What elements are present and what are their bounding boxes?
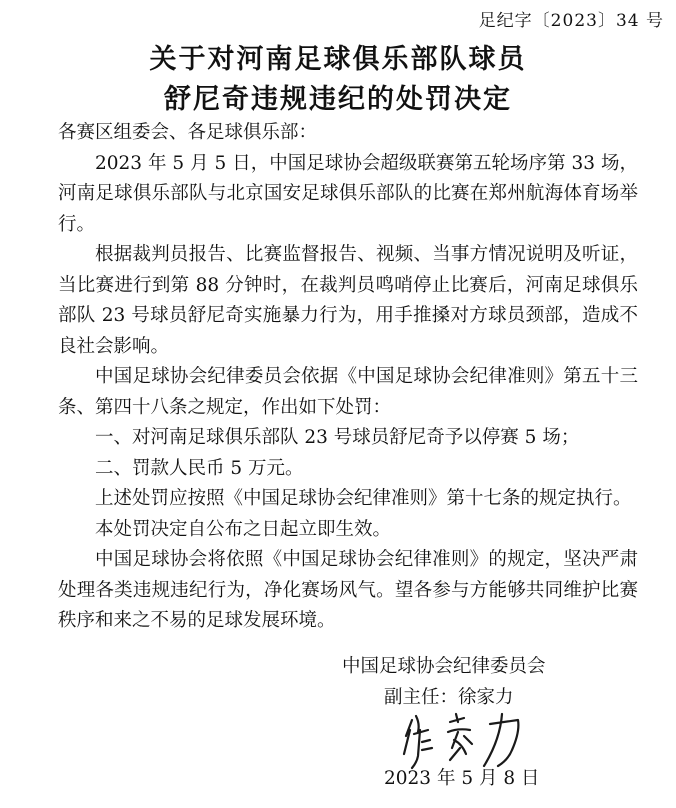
document-body bbox=[58, 118, 638, 637]
paragraph-execution: 上述处罚应按照《中国足球协会纪律准则》第十七条的规定执行。 bbox=[95, 488, 632, 509]
document-title-line-2: 舒尼奇违规违纪的处罚决定 bbox=[164, 84, 512, 115]
paragraph-match-info: 2023 年 5 月 5 日，中国足球协会超级联赛第五轮场序第 33 场，河南足球俱乐部队与北京国安足球俱乐部队的比赛在郑州航海体育场举行。 bbox=[58, 152, 638, 235]
salutation: 各赛区组委会、各足球俱乐部： bbox=[58, 122, 318, 143]
document-title-line-1: 关于对河南足球俱乐部队球员 bbox=[149, 44, 527, 75]
paragraph-incident: 根据裁判员报告、比赛监督报告、视频、当事方情况说明及听证，当比赛进行到第 88 分钟时，在裁判员鸣哨停止比赛后，河南足球俱乐部队 23 号球员舒尼奇实施暴力行为，用手推搡对方球员颈部，造成不良社会影响。 bbox=[58, 244, 638, 357]
document-number: 足纪字〔2023〕34 号 bbox=[478, 11, 664, 31]
paragraph-basis: 中国足球协会纪律委员会依据《中国足球协会纪律准则》第五十三条、第四十八条之规定，作出如下处罚： bbox=[58, 366, 638, 418]
signing-person: 副主任：徐家力 bbox=[384, 687, 514, 708]
penalty-item-1: 一、对河南足球俱乐部队 23 号球员舒尼奇予以停赛 5 场； bbox=[95, 427, 580, 448]
signing-date: 2023 年 5 月 8 日 bbox=[384, 768, 540, 789]
signing-organization: 中国足球协会纪律委员会 bbox=[342, 656, 546, 677]
paragraph-closing: 中国足球协会将依照《中国足球协会纪律准则》的规定，坚决严肃处理各类违规违纪行为，净化赛场风气。望各参与方能够共同维护比赛秩序和来之不易的足球发展环境。 bbox=[58, 549, 638, 631]
penalty-item-2: 二、罚款人民币 5 万元。 bbox=[95, 457, 304, 479]
paragraph-effective: 本处罚决定自公布之日起立即生效。 bbox=[95, 518, 392, 540]
